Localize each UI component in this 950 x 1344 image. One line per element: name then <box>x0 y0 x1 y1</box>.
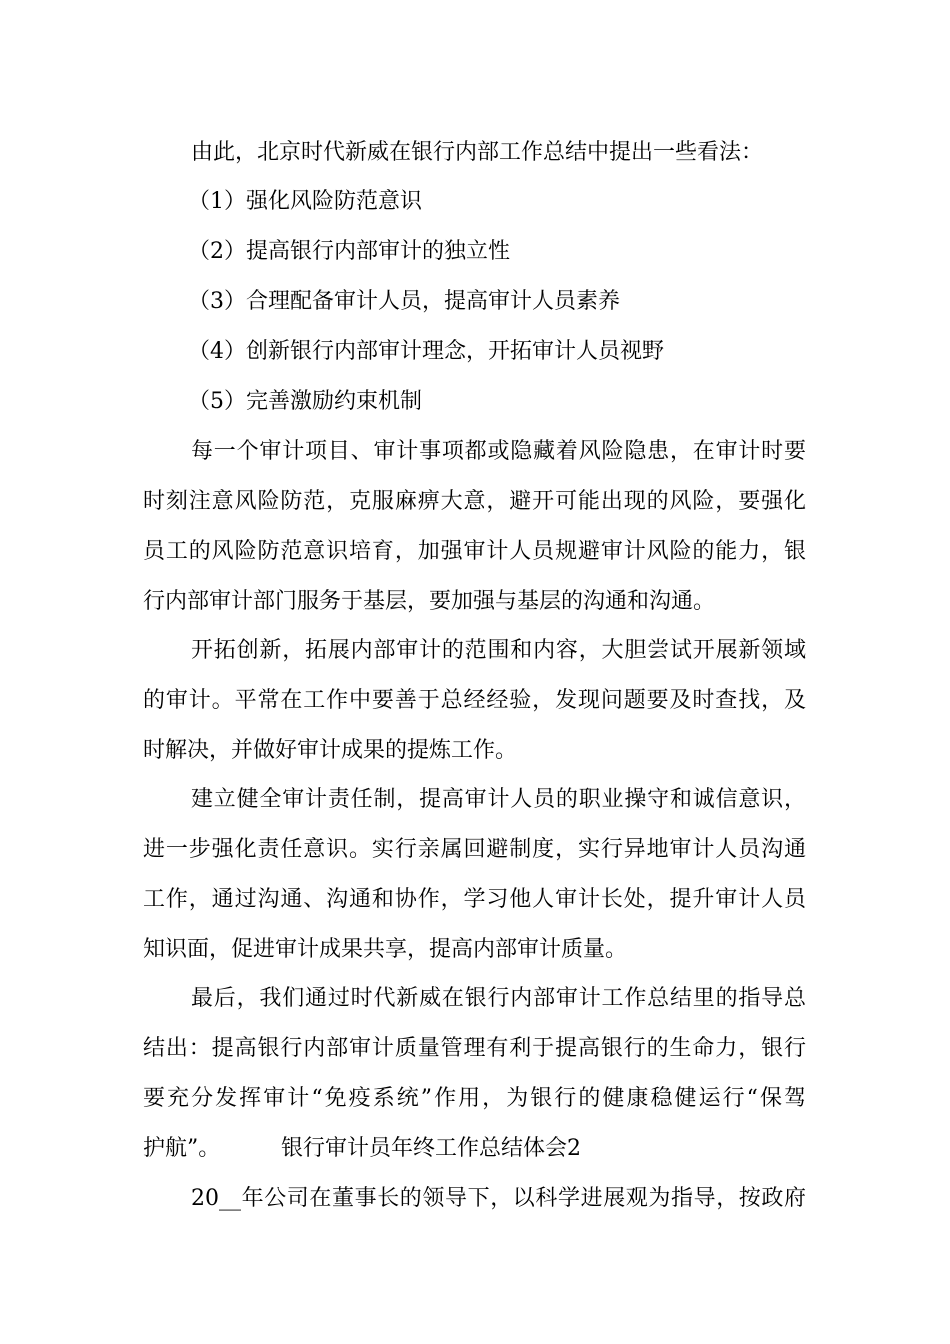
paragraph-3-line: 工作，通过沟通、沟通和协作，学习他人审计长处，提升审计人员 <box>143 887 806 912</box>
intro-paragraph: 由此，北京时代新威在银行内部工作总结中提出一些看法： <box>191 140 764 165</box>
paragraph-5-line: 20__年公司在董事长的领导下，以科学进展观为指导，按政府 <box>191 1186 806 1211</box>
list-item: （4）创新银行内部审计理念，开拓审计人员视野 <box>188 339 664 364</box>
paragraph-3-line: 建立健全审计责任制，提高审计人员的职业操守和诚信意识， <box>191 787 806 812</box>
paragraph-1-line: 每一个审计项目、审计事项都或隐藏着风险隐患，在审计时要 <box>191 439 806 464</box>
paragraph-4-line: 结出：提高银行内部审计质量管理有利于提高银行的生命力，银行 <box>143 1036 806 1061</box>
list-item: （3）合理配备审计人员，提高审计人员素养 <box>188 289 620 314</box>
paragraph-1-line: 时刻注意风险防范，克服麻痹大意，避开可能出现的风险，要强化 <box>143 489 806 514</box>
paragraph-1-line: 行内部审计部门服务于基层，要加强与基层的沟通和沟通。 <box>143 589 716 614</box>
paragraph-4-line: 护航”。 <box>143 1136 221 1161</box>
list-item: （1）强化风险防范意识 <box>188 189 422 214</box>
list-item: （5）完善激励约束机制 <box>188 389 422 414</box>
paragraph-2-line: 的审计。平常在工作中要善于总经经验，发现问题要及时查找，及 <box>143 688 806 713</box>
paragraph-4-line: 最后，我们通过时代新威在银行内部审计工作总结里的指导总 <box>191 986 806 1011</box>
section-heading: 银行审计员年终工作总结体会2 <box>281 1136 581 1161</box>
paragraph-3-line: 知识面，促进审计成果共享，提高内部审计质量。 <box>143 937 628 962</box>
list-item: （2）提高银行内部审计的独立性 <box>188 239 510 264</box>
paragraph-2-line: 开拓创新，拓展内部审计的范围和内容，大胆尝试开展新领域 <box>191 638 806 663</box>
paragraph-4-line: 要充分发挥审计“免疫系统”作用，为银行的健康稳健运行“保驾 <box>143 1086 806 1111</box>
paragraph-3-line: 进一步强化责任意识。实行亲属回避制度，实行异地审计人员沟通 <box>143 837 806 862</box>
paragraph-2-line: 时解决，并做好审计成果的提炼工作。 <box>143 738 518 763</box>
paragraph-1-line: 员工的风险防范意识培育，加强审计人员规避审计风险的能力，银 <box>143 539 806 564</box>
